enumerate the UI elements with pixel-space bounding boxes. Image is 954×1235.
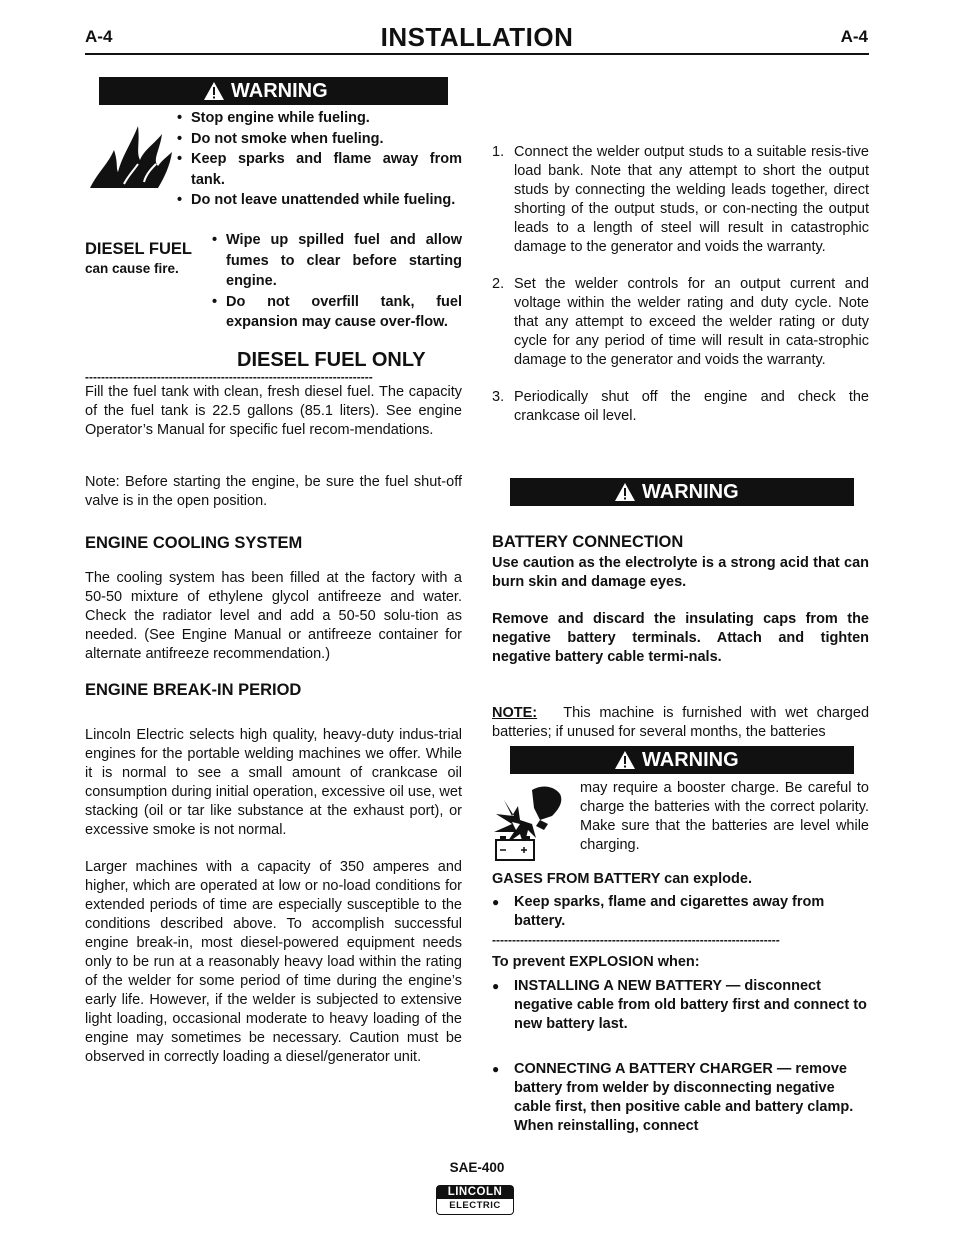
warning-triangle-icon [614, 750, 636, 770]
step-text: Connect the welder output studs to a suitable resis-tive load bank. Note that any attempt to short the output studs by connecting the welding leads together, direct shorting of the output studs, or con-necting the output leads to a length of steel will result in catastrophic damage to the generator and voids the warranty. [514, 144, 869, 255]
note-label: NOTE: [492, 705, 538, 721]
warning-label: WARNING [231, 79, 328, 102]
battery-caution-text: Use caution as the electrolyte is a strong acid that can burn skin and damage eyes. [492, 555, 869, 590]
break-in-paragraph-1: Lincoln Electric selects high quality, heavy-duty indus-trial engines for the portable welding machines we offer. While it is normal to see a small amount of crankcase oil consumption during initial operation, excessive oil use, wet stacking (oil or tar like substance at the exhaust port), or excessive smoke is not normal. [85, 727, 462, 838]
page-number-left: A-4 [85, 27, 113, 46]
gases-bullets [492, 893, 869, 931]
fire-icon [88, 122, 174, 190]
list-item [492, 275, 869, 370]
list-item: • Do not smoke when fueling. [177, 129, 462, 150]
diesel-fuel-only-label: DIESEL FUEL ONLY [237, 349, 426, 371]
prevent-explosion-bullets [492, 977, 869, 1136]
battery-connection-heading: BATTERY CONNECTION [492, 533, 684, 551]
warning-triangle-icon [614, 482, 636, 502]
battery-explosion-icon [490, 780, 575, 864]
model-label: SAE-400 [449, 1160, 505, 1175]
warning-label: WARNING [642, 748, 739, 771]
page-title: INSTALLATION [380, 22, 574, 52]
diesel-fuel-title: DIESEL FUEL [85, 240, 192, 258]
dashed-separator: ------------------------------------------------------------------------ [492, 933, 780, 947]
fuel-warning-banner [99, 77, 448, 105]
lincoln-electric-logo [436, 1185, 514, 1215]
break-in-heading: ENGINE BREAK-IN PERIOD [85, 681, 302, 699]
booster-charge-text: may require a booster charge. Be careful to charge the batteries with the correct polarity. Make sure that the batteries are level while charging. [580, 780, 869, 853]
dashed-separator: ------------------------------------------------------------------------ [85, 370, 373, 384]
load-test-steps [492, 143, 869, 444]
list-item: • Do not leave unattended while fueling. [177, 190, 462, 211]
list-item [492, 143, 869, 257]
note-text: This machine is furnished with wet charged batteries; if unused for several months, the batteries [492, 705, 870, 740]
fuel-precautions-top [177, 108, 462, 211]
step-text: Periodically shut off the engine and check the crankcase oil level. [514, 389, 869, 424]
diesel-fuel-subtitle: can cause fire. [85, 261, 179, 276]
cooling-paragraph: The cooling system has been filled at the factory with a 50-50 mixture of ethylene glycol antifreeze and water. Check the radiator level and add a 50-50 solu-tion as needed. (See Engine Manual or antifreeze container for alternate antifreeze recommendation.) [85, 570, 462, 662]
list-item: • Keep sparks and flame away from tank. [177, 149, 462, 190]
step-number: 1. [492, 144, 505, 160]
battery-note [492, 704, 869, 742]
gases-heading: GASES FROM BATTERY can explode. [492, 871, 752, 887]
battery-warning-banner-1 [510, 478, 854, 506]
logo-bottom: ELECTRIC [449, 1200, 501, 1211]
step-number: 2. [492, 276, 505, 292]
cooling-heading: ENGINE COOLING SYSTEM [85, 534, 303, 552]
list-item: ● Keep sparks, flame and cigarettes away from battery. [492, 893, 869, 931]
battery-warning-banner-2 [510, 746, 854, 774]
list-item: ● CONNECTING A BATTERY CHARGER — remove battery from welder by disconnecting negative cable first, then positive cable and battery clamp. When reinstalling, connect [492, 1060, 869, 1136]
battery-remove-text: Remove and discard the insulating caps from the negative battery terminals. Attach and tighten negative battery cable termi-nals. [492, 611, 869, 665]
logo-top: LINCOLN [437, 1186, 513, 1199]
step-text: Set the welder controls for an output current and voltage within the welder rating and duty cycle. Note that any attempt to exceed the welder rating or duty cycle for any period of time will result in cata-strophic damage to the generator and voids the warranty. [514, 276, 869, 368]
fuel-precautions-bottom [212, 230, 462, 333]
warning-label: WARNING [642, 480, 739, 503]
page-number-right: A-4 [840, 27, 868, 46]
prevent-explosion-heading: To prevent EXPLOSION when: [492, 954, 700, 970]
warning-triangle-icon [203, 81, 225, 101]
step-number: 3. [492, 389, 505, 405]
list-item: • Stop engine while fueling. [177, 108, 462, 129]
list-item [492, 388, 869, 426]
list-item: • Do not overfill tank, fuel expansion may cause over-flow. [212, 292, 462, 333]
list-item: ● INSTALLING A NEW BATTERY — disconnect negative cable from old battery first and connect to new battery last. [492, 977, 869, 1034]
fuel-fill-paragraph: Fill the fuel tank with clean, fresh diesel fuel. The capacity of the fuel tank is 22.5 gallons (85.1 liters). See engine Operator’s Manual for specific fuel recom-mendations. [85, 384, 462, 438]
break-in-paragraph-2: Larger machines with a capacity of 350 amperes and higher, which are operated at low or no-load conditions for extended periods of time are especially susceptible to the conditions described above. To accomplish successful engine break-in, most diesel-powered equipment needs only to be run at a reasonably heavy load within the rating of the welder for some period of time during the engine’s early life. However, if the welder is subjected to extensive light loading, occasional moderate to heavy loading of the engine may sometimes be necessary. Caution must be observed in correctly loading a diesel/generator unit. [85, 859, 462, 1065]
header-rule [85, 53, 869, 55]
list-item: • Wipe up spilled fuel and allow fumes to clear before starting engine. [212, 230, 462, 292]
fuel-note-paragraph: Note: Before starting the engine, be sure the fuel shut-off valve is in the open position. [85, 474, 462, 509]
